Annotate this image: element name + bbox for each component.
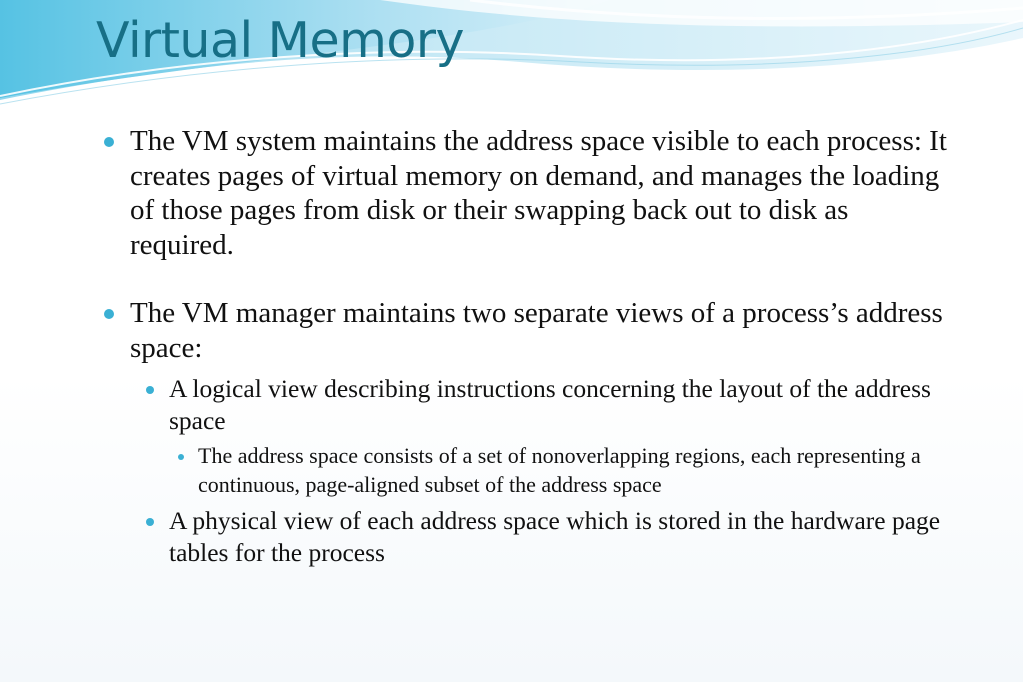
- bullet-item: [100, 296, 950, 568]
- bullet-text: The VM manager maintains two separate views of a process’s address space:: [130, 297, 943, 364]
- slide-body: [100, 124, 950, 574]
- bullet-icon: [146, 518, 154, 526]
- bullet-text: The VM system maintains the address space visible to each process: It creates pages of virtual memory on demand, and manages the loading of those pages from disk or their swapping back out to disk as required.: [130, 125, 947, 261]
- sub-sub-bullet-list: [160, 442, 950, 499]
- sub-bullet-item: [130, 505, 950, 568]
- sub-sub-bullet-item: [160, 442, 950, 499]
- bullet-list: [100, 124, 950, 568]
- slide-title: Virtual Memory: [96, 12, 464, 69]
- sub-sub-bullet-text: The address space consists of a set of nonoverlapping regions, each representing a continuous, page-aligned subset of the address space: [198, 443, 921, 497]
- bullet-icon: [104, 137, 114, 147]
- sub-bullet-text: A logical view describing instructions concerning the layout of the address space: [169, 374, 931, 435]
- sub-bullet-text: A physical view of each address space which is stored in the hardware page tables for the process: [169, 506, 941, 567]
- bullet-icon: [104, 309, 114, 319]
- sub-bullet-list: [130, 373, 950, 568]
- sub-bullet-item: [130, 373, 950, 499]
- bullet-item: [100, 124, 950, 262]
- bullet-icon: [146, 386, 154, 394]
- bullet-icon: [178, 454, 184, 460]
